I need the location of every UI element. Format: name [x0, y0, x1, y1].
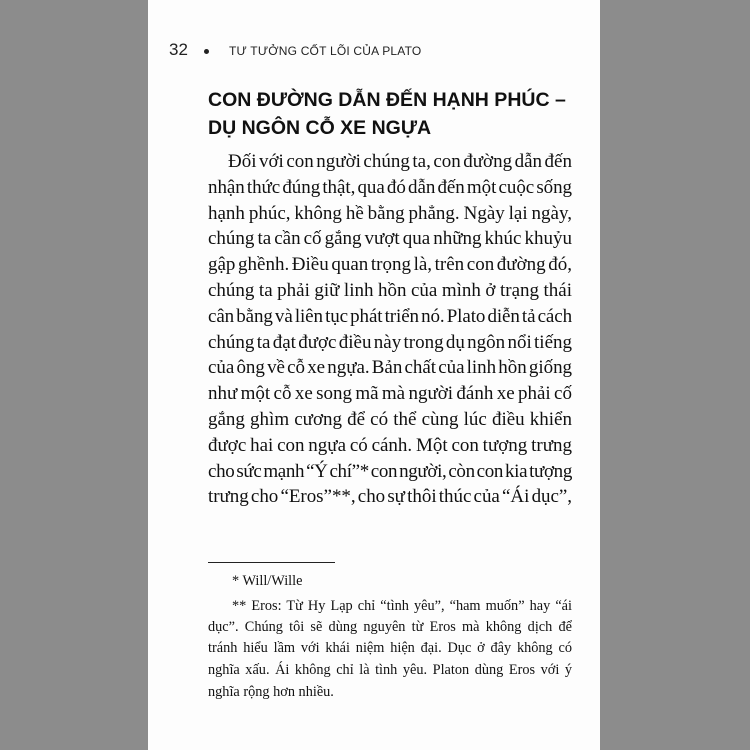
body-line: chúng ta đạt được điều này trong dụ ngôn nổi tiếng	[208, 331, 572, 353]
page-number: 32	[169, 40, 188, 59]
body-line: gập ghềnh. Điều quan trọng là, trên con đường đó,	[208, 254, 572, 276]
body-line: cân bằng và liên tục phát triển nó. Plato diễn tả cách	[208, 305, 572, 327]
running-title: TƯ TƯỞNG CỐT LÕI CỦA PLATO	[229, 44, 422, 58]
footnote-line: tránh hiểu lầm với khái niệm hiện đại. Dục ở đây không có	[208, 640, 572, 656]
section-heading-line-2: DỤ NGÔN CỖ XE NGỰA	[208, 117, 432, 139]
body-line: của ông về cỗ xe ngựa. Bản chất của linh hồn giống	[208, 357, 572, 379]
body-line: hạnh phúc, không hề bằng phẳng. Ngày lại ngày,	[208, 202, 572, 224]
body-line: nhận thức đúng thật, qua đó dẫn đến một cuộc sống	[208, 176, 572, 198]
footnote-line: ** Eros: Từ Hy Lạp chỉ “tình yêu”, “ham muốn” hay “ái	[232, 598, 572, 614]
body-line: như một cỗ xe song mã mà người đánh xe phải cố	[208, 383, 572, 405]
footnote-rule	[208, 562, 335, 563]
bullet-separator	[204, 49, 209, 54]
body-line: gắng ghìm cương để có thể cùng lúc điều khiển	[208, 409, 572, 430]
section-heading-line-1: CON ĐƯỜNG DẪN ĐẾN HẠNH PHÚC –	[208, 89, 566, 111]
body-line: cho sức mạnh “Ý chí”* con người, còn con kia tượng	[208, 460, 572, 482]
body-line: trưng cho “Eros”**, cho sự thôi thúc của “Ái dục”,	[208, 486, 572, 508]
footnote-line: nghĩa rộng hơn nhiều.	[208, 684, 334, 700]
body-line: chúng ta cần cố gắng vượt qua những khúc khuỷu	[208, 228, 572, 250]
body-line: chúng ta phải giữ linh hồn của mình ở trạng thái	[208, 280, 572, 301]
body-line: được hai con ngựa có cánh. Một con tượng trưng	[208, 434, 572, 456]
body-line: Đối với con người chúng ta, con đường dẫn đến	[228, 151, 572, 172]
footnote-1: * Will/Wille	[232, 573, 303, 589]
footnote-line: dục”. Chúng tôi sẽ dùng nguyên từ Eros mà không dịch để	[208, 619, 572, 635]
footnote-line: nghĩa xấu. Ái không chỉ là tình yêu. Platon dùng Eros với ý	[208, 662, 572, 678]
book-page	[148, 0, 600, 750]
